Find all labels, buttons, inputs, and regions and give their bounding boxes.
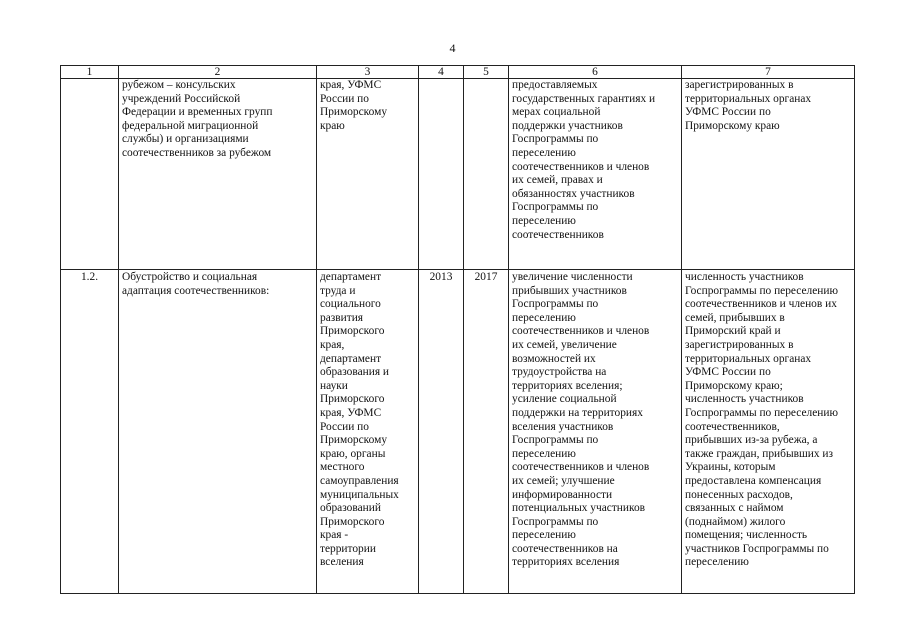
- item-number-cell: 1.2.: [61, 270, 119, 594]
- expected-result-cell: предоставляемых государственных гарантиях и мерах социальной поддержки участников Госпрограммы по переселению соотечественников и членов их семей, правах и обязанностях участников Госпрограммы по переселению соотечественников: [509, 79, 682, 270]
- indicator-cell: численность участников Госпрограммы по переселению соотечественников и членов их семей, прибывших в Приморский край и зарегистрированных в территориальных органах УФМС России по Приморскому краю; численность участников Госпрограммы по переселению соотечественников, прибывших из-за рубежа, а также граждан, прибывших из Украины, которым предоставлена компенсация понесенных расходов, связанных с наймом (поднаймом) жилого помещения; численность участников Госпрограммы по переселению: [682, 270, 855, 594]
- start-year-cell: 2013: [419, 270, 464, 594]
- start-year-cell: [419, 79, 464, 270]
- column-number: 6: [509, 66, 682, 79]
- measure-name-cell: рубежом – консульских учреждений Российской Федерации и временных групп федеральной миграционной службы) и организациями соотечественников за рубежом: [119, 79, 317, 270]
- expected-result-cell: увеличение численности прибывших участников Госпрограммы по переселению соотечественников и членов их семей, увеличение возможностей их трудоустройства на территориях вселения; усиление социальной поддержки на территориях вселения участников Госпрограммы по переселению соотечественников и членов их семей; улучшение информированности потенциальных участников Госпрограммы по переселению соотечественников на территориях вселения: [509, 270, 682, 594]
- table-row: [61, 79, 855, 270]
- column-number: 7: [682, 66, 855, 79]
- column-number: 1: [61, 66, 119, 79]
- table-header-row: [61, 66, 855, 79]
- column-number: 5: [464, 66, 509, 79]
- indicator-cell: зарегистрированных в территориальных органах УФМС России по Приморскому краю: [682, 79, 855, 270]
- measure-name-cell: Обустройство и социальная адаптация соотечественников:: [119, 270, 317, 594]
- column-number: 2: [119, 66, 317, 79]
- column-number: 4: [419, 66, 464, 79]
- end-year-cell: 2017: [464, 270, 509, 594]
- program-table: [60, 65, 855, 594]
- responsible-executor-cell: департамент труда и социального развития Приморского края, департамент образования и науки Приморского края, УФМС России по Приморскому краю, органы местного самоуправления муниципальных образований Приморского края - территории вселения: [317, 270, 419, 594]
- column-number: 3: [317, 66, 419, 79]
- responsible-executor-cell: края, УФМС России по Приморскому краю: [317, 79, 419, 270]
- end-year-cell: [464, 79, 509, 270]
- table-row: [61, 270, 855, 594]
- item-number-cell: [61, 79, 119, 270]
- page-number: 4: [449, 41, 456, 55]
